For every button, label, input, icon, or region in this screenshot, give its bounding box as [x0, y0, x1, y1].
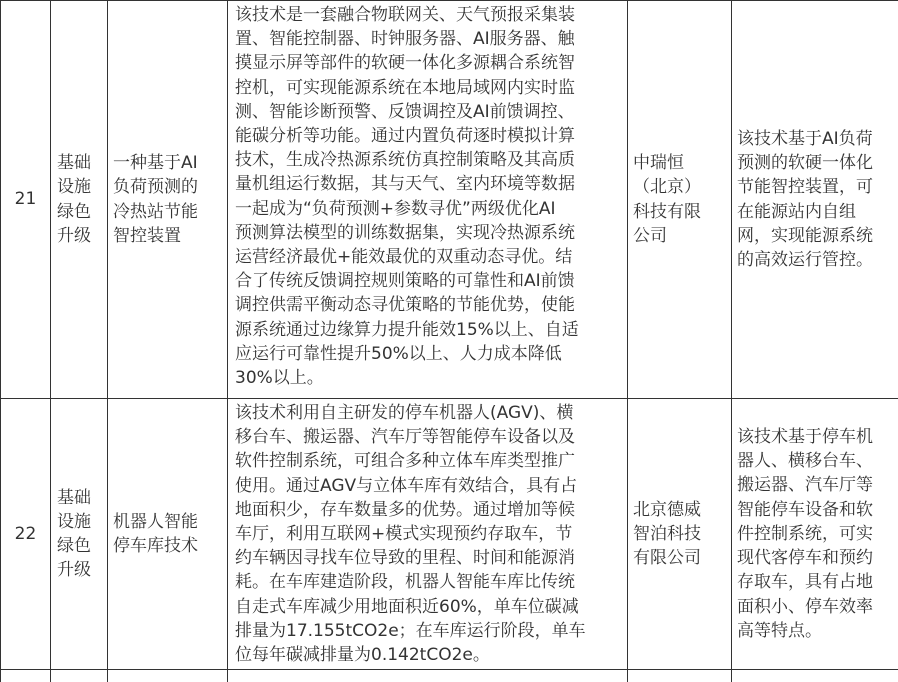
category-text: 基础 设施 绿色 升级 — [57, 151, 101, 248]
summary-text: 该技术基于停车机 器人、横移台车、 搬运器、汽车厅等 智能停车设备和软 件控制系统，可实 现代客停车和预约 存取车，具有占地 面积小、停车效率 高等特点。 — [737, 425, 893, 643]
table-row-partial — [1, 670, 898, 682]
description-text: 该技术利用自主研发的停车机器人(AGV)、横 移台车、搬运器、汽车厅等智能停车设备以及 软件控制系统，可组合多种立体车库类型推广 使用。通过AGV与立体车库有效结合，具有占 地面积少，存车数量多的优势。通过增加等候 车厅，利用互联网+模式实现预约存取车，节 约车辆因寻找车位导致的里程、时间和能源消 耗。在车库建造阶段，机器人智能车库比传统 自走式车库减少用地面积近60%，单车位碳减 排量为17.155tCO2e；在车库运行阶段，单车 位每年碳减排量为0.142tCO2e。 — [235, 401, 621, 667]
technology-name-cell — [108, 1, 228, 399]
description-text: 该技术是一套融合物联网关、天气预报采集装 置、智能控制器、时钟服务器、AI服务器、触 摸显示屏等部件的软硬一体化多源耦合系统智 控机，可实现能源系统在本地局域网内实时监 测、智能诊断预警、反馈调控及AI前馈调控、 能碳分析等功能。通过内置负荷逐时模拟计算 技术，生成冷热源系统仿真控制策略及其高质 量机组运行数据，其与天气、室内环境等数据 一起成为“负荷预测+参数寻优”两级优化AI 预测算法模型的训练数据集，实现冷热源系统 运营经济最优+能效最优的双重动态寻优。结 合了传统反馈调控规则策略的可靠性和AI前馈 调控供需平衡动态寻优策略的节能优势，使能 源系统通过边缘算力提升能效15%以上、自适 应运行可靠性提升50%以上、人力成本降低 30%以上。 — [235, 3, 621, 390]
company-cell — [628, 399, 732, 670]
row-number-cell — [1, 1, 51, 399]
empty-cell — [51, 670, 108, 682]
empty-cell — [1, 670, 51, 682]
row-number: 22 — [15, 524, 37, 544]
row-number: 21 — [15, 189, 37, 209]
empty-cell — [628, 670, 732, 682]
description-cell — [228, 1, 628, 399]
category-cell — [51, 399, 108, 670]
description-cell — [228, 399, 628, 670]
summary-cell — [732, 399, 898, 670]
technology-name-cell — [108, 399, 228, 670]
table-row — [1, 1, 898, 399]
company-name: 北京德威 智泊科技 有限公司 — [633, 498, 726, 571]
empty-cell — [732, 670, 898, 682]
summary-text: 该技术基于AI负荷 预测的软硬一体化 节能智控装置，可 在能源站内自组 网，实现能源系统 的高效运行管控。 — [737, 127, 893, 272]
empty-cell — [108, 670, 228, 682]
empty-cell — [228, 670, 628, 682]
technology-name: 机器人智能 停车库技术 — [113, 510, 222, 558]
category-cell — [51, 1, 108, 399]
technology-name: 一种基于AI 负荷预测的 冷热站节能 智控装置 — [113, 151, 222, 248]
summary-cell — [732, 1, 898, 399]
category-text: 基础 设施 绿色 升级 — [57, 486, 101, 583]
company-cell — [628, 1, 732, 399]
row-number-cell — [1, 399, 51, 670]
table-row — [1, 399, 898, 670]
company-name: 中瑞恒 （北京） 科技有限 公司 — [633, 151, 726, 248]
